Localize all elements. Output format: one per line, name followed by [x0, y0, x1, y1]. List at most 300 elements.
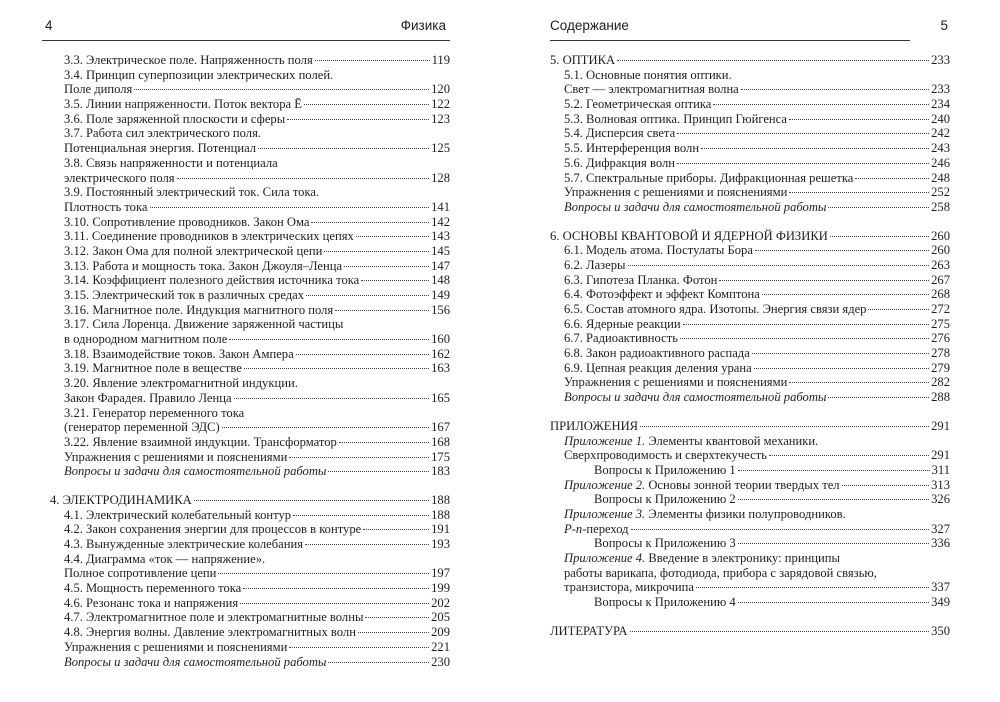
toc-entry-title: Приложение 2. Основы зонной теории твердых тел [564, 477, 840, 492]
toc-entry-title: 3.9. Постоянный электрический ток. Сила тока. [64, 185, 320, 200]
running-title: Физика [400, 18, 446, 33]
toc-entry-title: 5.3. Волновая оптика. Принцип Гюйгенса [564, 111, 787, 126]
header-rule [42, 40, 450, 41]
toc-page-number: 278 [931, 346, 950, 361]
toc-entry [550, 171, 950, 186]
toc-entry-title: 3.6. Поле заряженной плоскости и сферы [64, 111, 286, 126]
toc-entry-title: 6.8. Закон радиоактивного распада [564, 346, 750, 361]
toc-entry [550, 200, 950, 215]
dot-leader [344, 266, 429, 267]
toc-list [550, 53, 950, 638]
toc-entry [50, 317, 450, 332]
toc-entry-title: 3.19. Магнитное поле в веществе [64, 361, 242, 376]
toc-entry [50, 655, 450, 670]
toc-entry-title: Поле диполя [64, 82, 133, 97]
toc-entry-title: Вопросы и задачи для самостоятельной работы [64, 464, 327, 479]
toc-spacer [550, 215, 950, 229]
toc-page-number: 193 [431, 537, 450, 551]
toc-entry-title: Вопросы и задачи для самостоятельной работы [64, 654, 327, 669]
toc-entry [550, 551, 950, 566]
toc-entry [550, 595, 950, 610]
toc-entry-title: ЛИТЕРАТУРА [550, 623, 628, 638]
toc-page-number: 209 [431, 625, 450, 640]
toc-page-number: 268 [931, 287, 950, 302]
toc-entry [50, 566, 450, 581]
toc-entry [50, 464, 450, 479]
toc-entry-title: 3.16. Магнитное поле. Индукция магнитного поля [64, 302, 334, 317]
toc-page-number: 142 [431, 214, 450, 229]
toc-entry [550, 361, 950, 376]
dot-leader [789, 192, 929, 193]
toc-page-number: 149 [431, 288, 450, 302]
toc-entry-title: Закон Фарадея. Правило Ленца [64, 390, 232, 405]
toc-entry-title: 6.4. Фотоэффект и эффект Комптона [564, 287, 760, 302]
dot-leader [244, 368, 429, 369]
toc-entry [550, 434, 950, 449]
dot-leader [218, 573, 429, 574]
toc-entry [50, 126, 450, 141]
toc-entry-title: 4.4. Диаграмма «ток — напряжение». [64, 551, 266, 566]
toc-entry [550, 522, 950, 537]
appendix-prefix: Приложение 4. [564, 551, 646, 565]
toc-entry [50, 610, 450, 625]
toc-chapter [550, 624, 950, 639]
toc-page-number: 191 [431, 522, 450, 537]
dot-leader [762, 294, 929, 295]
toc-entry [50, 361, 450, 376]
toc-page-number: 125 [431, 141, 450, 156]
toc-page-number: 120 [431, 82, 450, 97]
dot-leader [855, 178, 929, 179]
dot-leader [754, 368, 929, 369]
dot-leader [630, 631, 930, 632]
toc-entry [50, 581, 450, 596]
toc-entry [550, 331, 950, 346]
dot-leader [640, 426, 929, 427]
toc-entry [550, 185, 950, 200]
toc-page-number: 240 [931, 111, 950, 126]
toc-page-number: 288 [931, 390, 950, 405]
page-number: 5 [940, 18, 948, 33]
toc-entry [550, 390, 950, 405]
toc-page-number: 230 [431, 654, 450, 669]
toc-entry-title: Вопросы к Приложению 3 [594, 536, 736, 551]
dot-leader [738, 543, 929, 544]
toc-spacer [550, 405, 950, 419]
dot-leader [194, 500, 429, 501]
running-title: Содержание [550, 18, 629, 33]
dot-leader [289, 457, 429, 458]
toc-entry [550, 580, 950, 595]
toc-entry [50, 596, 450, 611]
toc-page-number: 350 [931, 623, 950, 638]
toc-entry [550, 536, 950, 551]
dot-leader [365, 617, 429, 618]
toc-entry-title: 6.5. Состав атомного ядра. Изотопы. Энергия связи ядер [564, 302, 867, 316]
toc-chapter [550, 229, 950, 244]
dot-leader [755, 250, 929, 251]
toc-entry-title: Потенциальная энергия. Потенциал [64, 141, 257, 156]
toc-entry [50, 171, 450, 186]
dot-leader [363, 529, 429, 530]
toc-page-number: 233 [931, 82, 950, 97]
toc-entry-title: 5.6. Дифракция волн [564, 155, 675, 170]
toc-entry-title: 4.3. Вынужденные электрические колебания [64, 537, 304, 551]
toc-page-number: 275 [931, 316, 950, 331]
toc-entry-title: Плотность тока [64, 199, 148, 214]
dot-leader [701, 148, 929, 149]
toc-entry [550, 492, 950, 507]
toc-entry-title: Приложение 3. Элементы физики полупроводников. [564, 506, 846, 521]
dot-leader [789, 382, 929, 383]
toc-entry-title: 3.14. Коэффициент полезного действия источника тока [64, 273, 360, 288]
dot-leader [229, 339, 429, 340]
toc-entry-title: 4.8. Энергия волны. Давление электромагнитных волн [64, 625, 356, 640]
toc-page-number: 243 [931, 141, 950, 156]
toc-page-number: 276 [931, 331, 950, 346]
toc-entry [50, 303, 450, 318]
toc-entry-title: Сверхпроводимость и сверхтекучесть [564, 448, 767, 463]
toc-entry [50, 406, 450, 421]
toc-page-number: 291 [931, 418, 950, 433]
toc-page-number: 291 [931, 448, 950, 463]
toc-page-number: 141 [431, 199, 450, 214]
toc-page-number: 145 [431, 243, 450, 258]
toc-page-number: 311 [931, 462, 950, 477]
toc-entry-title: 4.7. Электромагнитное поле и электромагнитные волны [64, 610, 364, 625]
dot-leader [631, 529, 930, 530]
toc-entry-title: Вопросы к Приложению 1 [594, 462, 736, 477]
toc-entry [50, 522, 450, 537]
toc-entry-title: Приложение 4. Введение в электронику: принципы [564, 551, 840, 565]
toc-page-number: 327 [931, 521, 950, 536]
toc-entry-title: (генератор переменной ЭДС) [64, 420, 220, 435]
toc-entry [50, 508, 450, 523]
toc-page-number: 148 [431, 273, 450, 288]
toc-page-number: 221 [431, 639, 450, 654]
dot-leader [830, 236, 929, 237]
toc-page-number: 242 [931, 126, 950, 141]
toc-page-number: 326 [931, 492, 950, 507]
dot-leader [828, 207, 929, 208]
toc-page-number: 199 [431, 581, 450, 596]
dot-leader [339, 442, 429, 443]
dot-leader [677, 133, 929, 134]
dot-leader [828, 397, 929, 398]
toc-page-number: 248 [931, 170, 950, 185]
dot-leader [677, 163, 929, 164]
toc-entry [550, 97, 950, 112]
toc-entry-title: 3.8. Связь напряженности и потенциала [64, 155, 278, 170]
dot-leader [842, 485, 930, 486]
toc-entry-title: 6.1. Модель атома. Постулаты Бора [564, 243, 753, 258]
toc-entry [550, 287, 950, 302]
toc-chapter [550, 53, 950, 68]
toc-entry [50, 97, 450, 112]
dot-leader [752, 353, 929, 354]
toc-list [50, 53, 450, 669]
toc-page-number: 234 [931, 97, 950, 112]
dot-leader [738, 470, 930, 471]
toc-entry [550, 375, 950, 390]
toc-entry-title: 3.11. Соединение проводников в электрических цепях [64, 229, 354, 244]
toc-entry [550, 68, 950, 83]
toc-entry-title: 6.7. Радиоактивность [564, 331, 678, 346]
toc-entry [550, 463, 950, 478]
toc-page-number: 183 [431, 464, 450, 479]
toc-entry-title: 3.20. Явление электромагнитной индукции. [64, 376, 298, 391]
toc-entry [550, 156, 950, 171]
toc-page-number: 119 [431, 53, 450, 67]
toc-entry-title: Вопросы и задачи для самостоятельной работы [564, 390, 827, 405]
toc-entry-title: 4.6. Резонанс тока и напряжения [64, 595, 239, 610]
toc-page-number: 260 [931, 228, 950, 243]
toc-entry [50, 259, 450, 274]
dot-leader [234, 398, 430, 399]
toc-entry [50, 185, 450, 200]
toc-page-number: 260 [931, 243, 950, 258]
toc-page-number: 156 [431, 302, 450, 317]
dot-leader [328, 471, 429, 472]
toc-entry-title: Вопросы к Приложению 4 [594, 595, 736, 610]
toc-page-number: 165 [431, 390, 450, 405]
toc-entry-title: 4.5. Мощность переменного тока [64, 581, 242, 596]
toc-entry-title: 3.21. Генератор переменного тока [64, 405, 245, 420]
toc-spacer [50, 479, 450, 493]
dot-leader [305, 544, 429, 545]
dot-leader [789, 119, 929, 120]
dot-leader [741, 89, 929, 90]
toc-entry [550, 112, 950, 127]
toc-entry-title: работы варикапа, фотодиода, прибора с зарядовой связью, [564, 565, 877, 580]
dot-leader [315, 60, 430, 61]
dot-leader [287, 119, 429, 120]
toc-entry-title: 5.1. Основные понятия оптики. [564, 67, 732, 82]
toc-entry-title: 4. ЭЛЕКТРОДИНАМИКА [50, 492, 192, 507]
toc-page-number: 143 [431, 229, 450, 244]
toc-page-number: 267 [931, 272, 950, 287]
toc-page-number: 163 [431, 361, 450, 376]
dot-leader [683, 324, 929, 325]
toc-entry-title: 5.2. Геометрическая оптика [564, 97, 712, 112]
dot-leader [769, 455, 929, 456]
dot-leader [358, 632, 429, 633]
toc-entry-title: 6.6. Ядерные реакции [564, 316, 681, 331]
toc-entry [50, 215, 450, 230]
toc-entry-title: 5. ОПТИКА [550, 53, 616, 67]
toc-entry [550, 507, 950, 522]
toc-page-number: 202 [431, 595, 450, 610]
dot-leader [680, 338, 929, 339]
toc-page-number: 197 [431, 566, 450, 581]
appendix-prefix: P-n [564, 521, 583, 536]
toc-entry-title: 6. ОСНОВЫ КВАНТОВОЙ И ЯДЕРНОЙ ФИЗИКИ [550, 228, 828, 243]
toc-entry [50, 435, 450, 450]
header-rule [550, 40, 910, 41]
toc-chapter [50, 493, 450, 508]
dot-leader [240, 603, 429, 604]
dot-leader [628, 265, 930, 266]
toc-entry [50, 82, 450, 97]
toc-entry [550, 82, 950, 97]
toc-entry-title: Вопросы к Приложению 2 [594, 492, 736, 507]
dot-leader [289, 647, 429, 648]
toc-entry [50, 156, 450, 171]
toc-entry-title: Полное сопротивление цепи [64, 566, 217, 581]
toc-entry [50, 112, 450, 127]
toc-page-number: 175 [431, 449, 450, 464]
toc-page-number: 122 [431, 97, 450, 112]
toc-entry [50, 200, 450, 215]
toc-entry [50, 450, 450, 465]
toc-entry [550, 317, 950, 332]
toc-entry-title: в однородном магнитном поле [64, 332, 228, 347]
dot-leader [293, 515, 429, 516]
dot-leader [713, 104, 929, 105]
toc-entry [50, 288, 450, 303]
toc-entry [550, 141, 950, 156]
toc-entry-title: 5.5. Интерференция волн [564, 141, 700, 156]
toc-entry-title: 3.5. Линии напряженности. Поток вектора Ē [64, 97, 302, 112]
appendix-prefix: Приложение 1. [564, 433, 646, 448]
toc-entry [50, 420, 450, 435]
toc-entry-title: 3.4. Принцип суперпозиции электрических полей. [64, 67, 334, 82]
dot-leader [868, 309, 929, 310]
toc-entry-title: 3.3. Электрическое поле. Напряженность поля [64, 53, 313, 67]
dot-leader [335, 310, 429, 311]
toc-entry-title: Упражнения с решениями и пояснениями [564, 375, 788, 390]
toc-page-number: 279 [931, 360, 950, 375]
toc-page-number: 282 [931, 375, 950, 390]
toc-entry [50, 347, 450, 362]
dot-leader [134, 89, 429, 90]
toc-spacer [550, 610, 950, 624]
right-page [500, 0, 1000, 702]
toc-entry [50, 332, 450, 347]
dot-leader [356, 236, 429, 237]
dot-leader [258, 148, 429, 149]
toc-entry-title: 3.22. Явление взаимной индукции. Трансформатор [64, 434, 337, 449]
dot-leader [738, 602, 929, 603]
toc-entry [50, 625, 450, 640]
toc-page-number: 188 [431, 507, 450, 522]
toc-entry [50, 229, 450, 244]
toc-page-number: 162 [431, 346, 450, 361]
toc-page-number: 205 [431, 610, 450, 625]
toc-page-number: 188 [431, 492, 450, 507]
toc-page-number: 167 [431, 420, 450, 435]
toc-entry-title: 3.17. Сила Лоренца. Движение заряженной частицы [64, 317, 344, 332]
toc-entry-title: 3.12. Закон Ома для полной электрической цепи [64, 243, 323, 258]
toc-entry [550, 258, 950, 273]
dot-leader [222, 427, 429, 428]
toc-page-number: 128 [431, 170, 450, 185]
dot-leader [311, 222, 429, 223]
toc-entry [550, 273, 950, 288]
toc-page-number: 246 [931, 155, 950, 170]
toc-entry [50, 53, 450, 68]
toc-entry-title: Свет — электромагнитная волна [564, 82, 739, 97]
dot-leader [243, 588, 429, 589]
toc-page-number: 147 [431, 258, 450, 273]
toc-entry-title: 3.10. Сопротивление проводников. Закон Ома [64, 214, 310, 229]
dot-leader [177, 178, 430, 179]
page-number: 4 [45, 18, 53, 33]
dot-leader [361, 280, 429, 281]
toc-entry-title: 3.13. Работа и мощность тока. Закон Джоуля–Ленца [64, 258, 343, 273]
dot-leader [304, 104, 429, 105]
toc-entry [50, 376, 450, 391]
toc-entry [50, 537, 450, 552]
toc-entry-title: Упражнения с решениями и пояснениями [64, 639, 288, 654]
appendix-prefix: Приложение 2. [564, 477, 646, 492]
toc-entry-title: 5.7. Спектральные приборы. Дифракционная решетка [564, 170, 854, 185]
toc-page-number: 272 [931, 302, 950, 316]
dot-leader [617, 60, 929, 61]
toc-entry [50, 244, 450, 259]
dot-leader [306, 295, 429, 296]
toc-entry [50, 141, 450, 156]
toc-entry [50, 552, 450, 567]
toc-entry-title: транзистора, микрочипа [564, 580, 694, 595]
toc-page-number: 123 [431, 111, 450, 126]
toc-entry-title: P-n-переход [564, 521, 629, 536]
toc-entry-title: 6.3. Гипотеза Планка. Фотон [564, 272, 718, 287]
toc-entry-title: электрического поля [64, 170, 175, 185]
dot-leader [150, 207, 430, 208]
toc-entry-title: 5.4. Дисперсия света [564, 126, 676, 141]
toc-entry-title: Приложение 1. Элементы квантовой механики. [564, 433, 819, 448]
dot-leader [719, 280, 929, 281]
toc-page-number: 252 [931, 185, 950, 200]
toc-page-number: 349 [931, 595, 950, 610]
toc-entry [550, 126, 950, 141]
toc-entry [50, 273, 450, 288]
toc-entry-title: Упражнения с решениями и пояснениями [564, 185, 788, 200]
toc-entry [550, 448, 950, 463]
toc-entry [50, 640, 450, 655]
dot-leader [328, 662, 429, 663]
toc-entry-title: 6.9. Цепная реакция деления урана [564, 360, 752, 375]
toc-entry-title: 4.2. Закон сохранения энергии для процессов в контуре [64, 522, 362, 537]
toc-page-number: 233 [931, 53, 950, 67]
toc-entry [550, 566, 950, 581]
dot-leader [738, 499, 929, 500]
toc-chapter [550, 419, 950, 434]
toc-entry-title: Упражнения с решениями и пояснениями [64, 449, 288, 464]
toc-page-number: 168 [431, 434, 450, 449]
toc-entry [50, 68, 450, 83]
toc-page-number: 336 [931, 536, 950, 551]
toc-page-number: 337 [931, 580, 950, 595]
toc-page-number: 160 [431, 332, 450, 347]
toc-entry-title: 3.18. Взаимодействие токов. Закон Ампера [64, 346, 294, 361]
toc-page-number: 313 [931, 477, 950, 492]
dot-leader [296, 354, 429, 355]
toc-entry-title: 3.15. Электрический ток в различных средах [64, 288, 305, 302]
toc-page-number: 258 [931, 199, 950, 214]
toc-entry-title: 6.2. Лазеры [564, 257, 626, 272]
toc-entry-title: 3.7. Работа сил электрического поля. [64, 126, 262, 141]
toc-entry [550, 346, 950, 361]
toc-entry [550, 302, 950, 317]
dot-leader [324, 251, 429, 252]
toc-entry [50, 391, 450, 406]
toc-entry-title: ПРИЛОЖЕНИЯ [550, 418, 639, 433]
toc-entry [550, 478, 950, 493]
toc-page-number: 263 [931, 257, 950, 272]
toc-entry-title: Вопросы и задачи для самостоятельной работы [564, 199, 827, 214]
